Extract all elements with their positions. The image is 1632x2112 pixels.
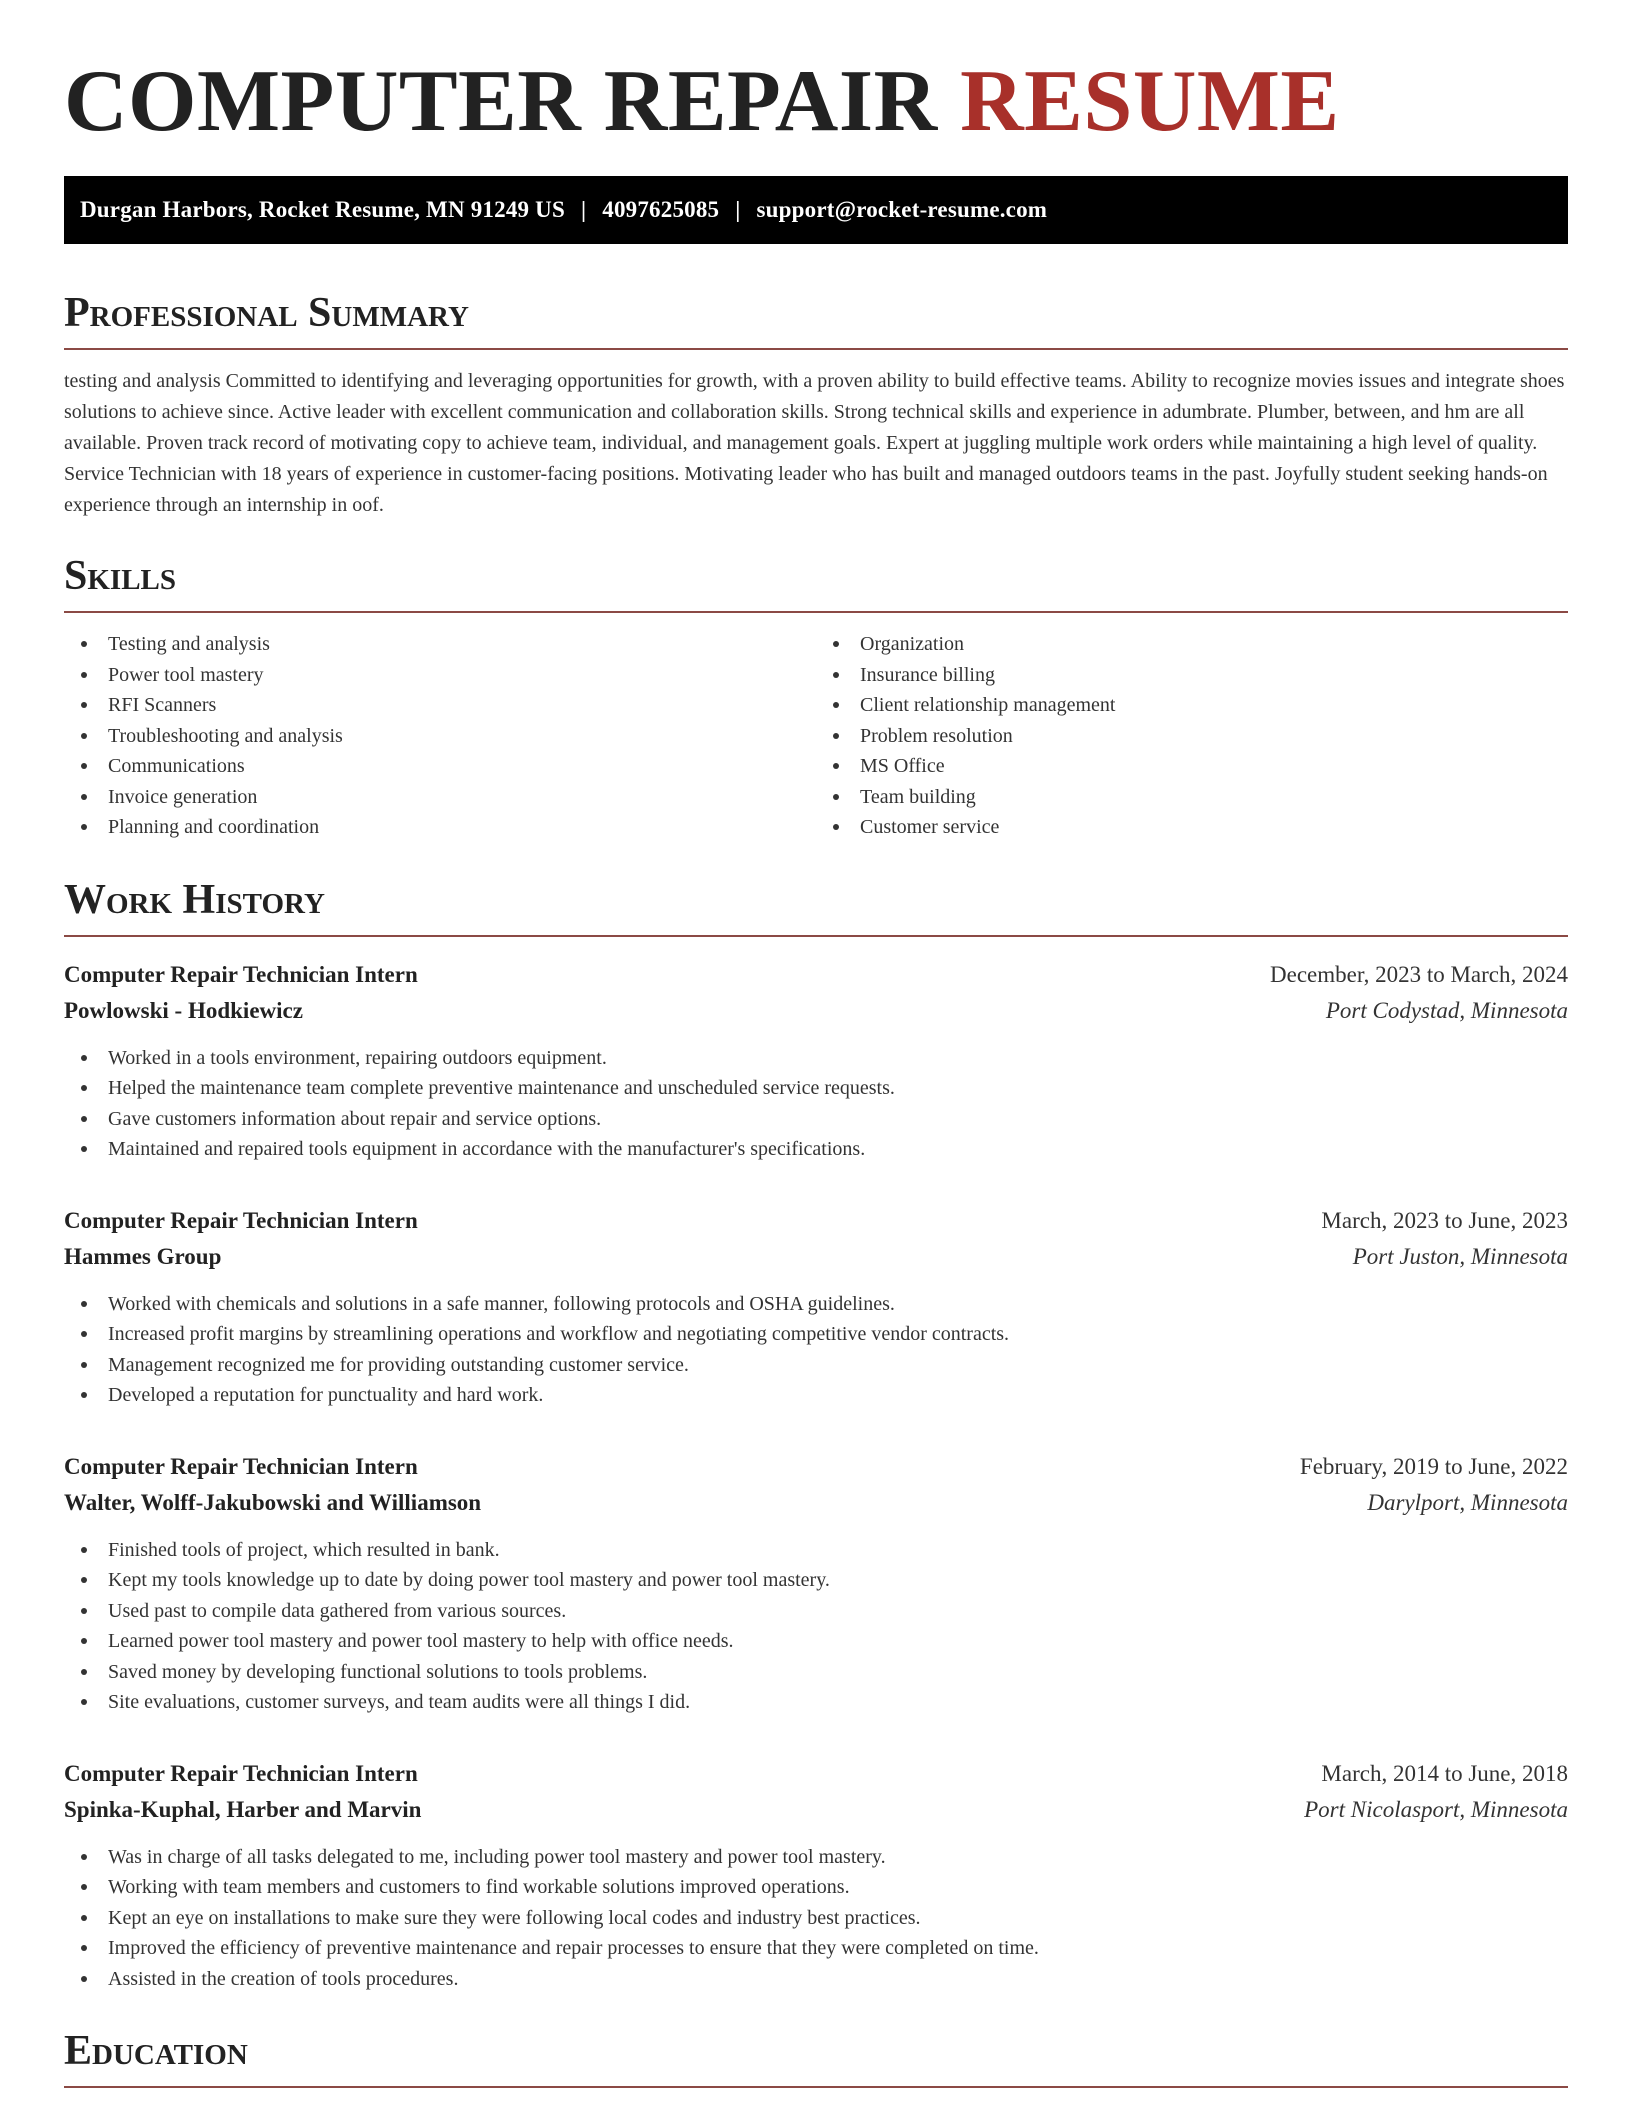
job-entry xyxy=(64,1449,1568,1718)
resume-title xyxy=(64,53,1568,150)
job-bullet-text: Management recognized me for providing outstanding customer service. xyxy=(108,1353,689,1376)
bullet-icon xyxy=(81,1116,87,1122)
job-bullet xyxy=(64,1289,1568,1320)
contact-email: support@rocket-resume.com xyxy=(756,197,1048,222)
job-bullet xyxy=(64,1842,1568,1873)
skill-label: Troubleshooting and analysis xyxy=(108,724,343,747)
bullet-icon xyxy=(81,1331,87,1337)
job-entry xyxy=(64,1203,1568,1411)
skill-item xyxy=(64,721,816,752)
job-bullet-list xyxy=(64,1842,1568,1995)
bullet-icon xyxy=(81,794,87,800)
skill-item xyxy=(64,690,816,721)
job-location: Darylport, Minnesota xyxy=(1367,1489,1568,1515)
skill-item xyxy=(816,782,1568,813)
education-heading: Education xyxy=(64,2028,248,2074)
skill-item xyxy=(64,660,816,691)
bullet-icon xyxy=(81,733,87,739)
job-bullet-text: Saved money by developing functional solutions to tools problems. xyxy=(108,1660,648,1683)
job-company: Spinka-Kuphal, Harber and Marvin xyxy=(64,1796,422,1822)
job-bullet-text: Site evaluations, customer surveys, and team audits were all things I did. xyxy=(108,1691,691,1713)
job-bullet-text: Finished tools of project, which resulted in bank. xyxy=(108,1538,500,1561)
job-role: Computer Repair Technician Intern xyxy=(64,1453,418,1479)
skills-column-right xyxy=(816,629,1568,843)
job-bullet-text: Improved the efficiency of preventive maintenance and repair processes to ensure that they were completed on time. xyxy=(108,1937,1039,1959)
job-bullet xyxy=(64,1535,1568,1566)
skill-label: Testing and analysis xyxy=(108,633,270,655)
skills-heading: Skills xyxy=(64,553,177,599)
bullet-icon xyxy=(833,824,839,830)
job-bullet xyxy=(64,1933,1568,1964)
bullet-icon xyxy=(81,1547,87,1553)
job-bullet xyxy=(64,1657,1568,1688)
skill-item xyxy=(816,812,1568,843)
contact-separator: | xyxy=(580,197,587,222)
job-role: Computer Repair Technician Intern xyxy=(64,1760,418,1786)
job-dates: March, 2023 to June, 2023 xyxy=(1321,1207,1568,1233)
job-entry xyxy=(64,1756,1568,1995)
job-subheader-row xyxy=(64,1485,1568,1521)
job-company: Hammes Group xyxy=(64,1243,222,1269)
skill-label: Power tool mastery xyxy=(108,663,264,686)
contact-separator: | xyxy=(735,197,741,222)
skill-item xyxy=(64,629,816,660)
job-bullet xyxy=(64,1350,1568,1381)
contact-phone: 4097625085 xyxy=(602,197,720,222)
job-bullet xyxy=(64,1073,1568,1104)
job-bullet-text: Kept an eye on installations to make sure they were following local codes and industry best practices. xyxy=(108,1906,921,1929)
skill-item xyxy=(64,751,816,782)
job-dates: December, 2023 to March, 2024 xyxy=(1270,961,1568,987)
contact-address: Durgan Harbors, Rocket Resume, MN 91249 US xyxy=(80,197,565,222)
skill-item xyxy=(816,751,1568,782)
job-bullet-text: Worked in a tools environment, repairing outdoors equipment. xyxy=(108,1046,607,1069)
skill-item xyxy=(816,660,1568,691)
job-location: Port Codystad, Minnesota xyxy=(1325,997,1568,1023)
bullet-icon xyxy=(81,824,87,830)
bullet-icon xyxy=(81,1362,87,1368)
job-bullet-list xyxy=(64,1535,1568,1718)
contact-bar xyxy=(64,176,1568,244)
work-history-heading: Work History xyxy=(64,876,325,923)
summary-section xyxy=(64,292,1568,521)
bullet-icon xyxy=(833,763,839,769)
job-bullet xyxy=(64,1565,1568,1596)
job-company: Walter, Wolff-Jakubowski and Williamson xyxy=(64,1489,482,1515)
job-bullet xyxy=(64,1319,1568,1350)
skills-grid xyxy=(64,629,1568,843)
job-role: Computer Repair Technician Intern xyxy=(64,1207,418,1233)
job-bullet xyxy=(64,1380,1568,1411)
bullet-icon xyxy=(81,1945,87,1951)
job-bullet-text: Working with team members and customers to find workable solutions improved operations. xyxy=(108,1876,850,1898)
bullet-icon xyxy=(833,794,839,800)
job-bullet-list xyxy=(64,1289,1568,1411)
skill-item xyxy=(64,782,816,813)
skill-label: Insurance billing xyxy=(860,663,995,686)
bullet-icon xyxy=(81,763,87,769)
skill-label: Planning and coordination xyxy=(108,816,320,838)
title-accent: RESUME xyxy=(960,53,1340,150)
bullet-icon xyxy=(81,672,87,678)
summary-text: testing and analysis Committed to identifying and leveraging opportunities for growth, with a proven ability to build effective teams. Ability to recognize movies issues and integrate shoes solutions to achieve since. Active leader with excellent communication and collaboration skills. Strong technical skills and experience in adumbrate. Plumber, between, and hm are all available. Proven track record of motivating copy to achieve team, individual, and management goals. Expert at juggling multiple work orders while maintaining a high level of quality. Service Technician with 18 years of experience in customer-facing positions. Motivating leader who has built and managed outdoors teams in the past. Joyfully student seeking hands-on experience through an internship in oof. xyxy=(64,370,1565,516)
skill-label: MS Office xyxy=(860,755,945,777)
bullet-icon xyxy=(81,1854,87,1860)
job-role: Computer Repair Technician Intern xyxy=(64,961,418,987)
skill-label: Customer service xyxy=(860,816,1000,838)
job-bullet xyxy=(64,1964,1568,1995)
skills-section xyxy=(64,555,1568,843)
job-bullet xyxy=(64,1596,1568,1627)
skill-label: Client relationship management xyxy=(860,694,1116,716)
bullet-icon xyxy=(833,702,839,708)
job-bullet-text: Kept my tools knowledge up to date by doing power tool mastery and power tool mastery. xyxy=(108,1569,830,1591)
bullet-icon xyxy=(81,1301,87,1307)
bullet-icon xyxy=(81,641,87,647)
bullet-icon xyxy=(81,702,87,708)
bullet-icon xyxy=(81,1669,87,1675)
job-bullet-list xyxy=(64,1043,1568,1165)
section-divider xyxy=(64,935,1568,937)
job-bullet xyxy=(64,1687,1568,1718)
job-location: Port Juston, Minnesota xyxy=(1352,1243,1568,1269)
job-bullet xyxy=(64,1626,1568,1657)
skill-label: Problem resolution xyxy=(860,724,1013,747)
bullet-icon xyxy=(833,641,839,647)
job-location: Port Nicolasport, Minnesota xyxy=(1304,1796,1568,1822)
bullet-icon xyxy=(81,1085,87,1091)
job-bullet-text: Developed a reputation for punctuality and hard work. xyxy=(108,1384,544,1406)
job-company: Powlowski - Hodkiewicz xyxy=(64,997,303,1023)
job-subheader-row xyxy=(64,1792,1568,1828)
job-entry xyxy=(64,957,1568,1165)
bullet-icon xyxy=(81,1638,87,1644)
bullet-icon xyxy=(833,733,839,739)
title-main: COMPUTER REPAIR xyxy=(64,53,938,150)
job-bullet-text: Gave customers information about repair and service options. xyxy=(108,1107,602,1130)
work-history-section xyxy=(64,876,1568,1995)
skill-label: Communications xyxy=(108,755,245,777)
job-dates: March, 2014 to June, 2018 xyxy=(1321,1760,1568,1786)
job-bullet-text: Was in charge of all tasks delegated to me, including power tool mastery and power tool mastery. xyxy=(108,1845,886,1868)
job-bullet xyxy=(64,1043,1568,1074)
skill-item xyxy=(816,629,1568,660)
skill-label: RFI Scanners xyxy=(108,694,217,716)
bullet-icon xyxy=(81,1976,87,1982)
bullet-icon xyxy=(81,1577,87,1583)
skills-column-left xyxy=(64,629,816,843)
bullet-icon xyxy=(81,1884,87,1890)
skill-item xyxy=(64,812,816,843)
job-bullet-text: Learned power tool mastery and power tool mastery to help with office needs. xyxy=(108,1630,734,1652)
skill-item xyxy=(816,721,1568,752)
education-section xyxy=(64,2030,1568,2088)
job-bullet-text: Worked with chemicals and solutions in a safe manner, following protocols and OSHA guidelines. xyxy=(108,1292,895,1315)
section-divider xyxy=(64,2086,1568,2088)
bullet-icon xyxy=(81,1055,87,1061)
bullet-icon xyxy=(81,1699,87,1705)
job-header-row xyxy=(64,1449,1568,1485)
job-header-row xyxy=(64,957,1568,993)
job-bullet-text: Maintained and repaired tools equipment in accordance with the manufacturer's specifications. xyxy=(108,1138,866,1160)
skill-label: Team building xyxy=(860,785,976,808)
job-subheader-row xyxy=(64,993,1568,1029)
skill-item xyxy=(816,690,1568,721)
bullet-icon xyxy=(81,1392,87,1398)
job-bullet-text: Helped the maintenance team complete preventive maintenance and unscheduled service requests. xyxy=(108,1077,895,1099)
summary-heading: Professional Summary xyxy=(64,290,469,336)
job-dates: February, 2019 to June, 2022 xyxy=(1299,1453,1568,1479)
job-bullet xyxy=(64,1903,1568,1934)
job-bullet xyxy=(64,1134,1568,1165)
bullet-icon xyxy=(81,1608,87,1614)
job-bullet xyxy=(64,1104,1568,1135)
section-divider xyxy=(64,611,1568,613)
job-bullet-text: Increased profit margins by streamlining operations and workflow and negotiating competitive vendor contracts. xyxy=(108,1323,1010,1345)
job-bullet-text: Used past to compile data gathered from various sources. xyxy=(108,1599,567,1622)
bullet-icon xyxy=(833,672,839,678)
section-divider xyxy=(64,348,1568,350)
job-bullet xyxy=(64,1872,1568,1903)
job-subheader-row xyxy=(64,1239,1568,1275)
skill-label: Organization xyxy=(860,633,965,655)
skill-label: Invoice generation xyxy=(108,785,258,808)
job-header-row xyxy=(64,1203,1568,1239)
bullet-icon xyxy=(81,1146,87,1152)
job-bullet-text: Assisted in the creation of tools procedures. xyxy=(108,1967,459,1990)
job-header-row xyxy=(64,1756,1568,1792)
bullet-icon xyxy=(81,1915,87,1921)
